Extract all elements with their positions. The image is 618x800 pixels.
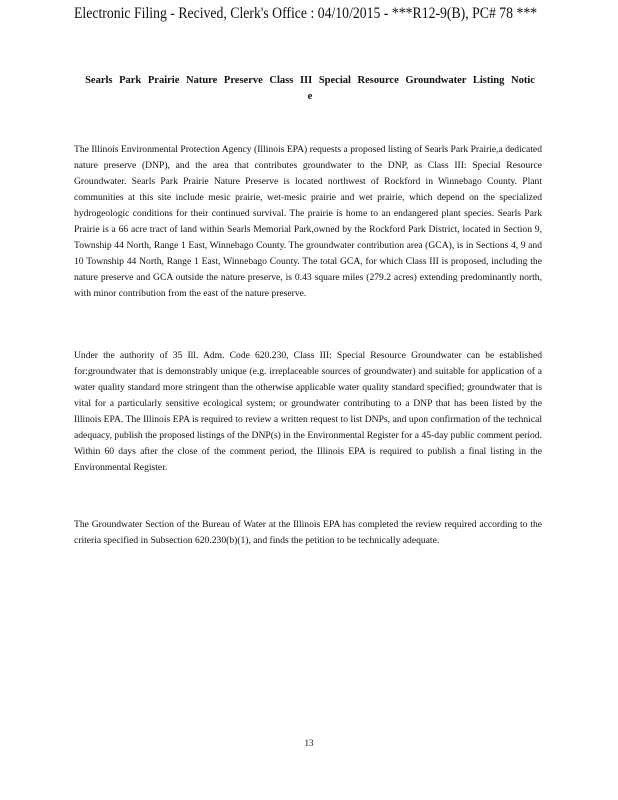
paragraph-listing-request: The Illinois Environmental Protection Agency (Illinois EPA) requests a proposed listing of Searls Park Prairie,a dedicated nature preserve (DNP), and the area that contributes groundwater to the DNP, as Class III: Special Resource Groundwater. Searls Park Prairie Nature Preserve is located northwest of Rockford in Winnebago County. Plant communities at this site include mesic prairie, wet-mesic prairie and wet prairie, which depend on the specialized hydrogeologic conditions for their continued survival. The prairie is home to an endangered plant species. Searls Park Prairie is a 66 acre tract of land within Searls Memorial Park,owned by the Rockford Park District, located in Section 9, Township 44 North, Range 1 East, Winnebago County. The groundwater contribution area (GCA), is in Sections 4, 9 and 10 Township 44 North, Range 1 East, Winnebago County. The total GCA, for which Class III is proposed, including the nature preserve and GCA outside the nature preserve, is 0.43 square miles (279.2 acres) extending predominantly north, with minor contribution from the east of the nature preserve. <box>74 144 542 299</box>
paragraph-review-result: The Groundwater Section of the Bureau of Water at the Illinois EPA has completed the review required according to the criteria specified in Subsection 620.230(b)(1), and finds the petition to be technically adequate. <box>74 519 542 546</box>
filing-header: Electronic Filing - Recived, Clerk's Office : 04/10/2015 - ***R12-9(B), PC# 78 *** <box>74 5 538 22</box>
page-number: 13 <box>304 738 314 748</box>
paragraph-authority: Under the authority of 35 Ill. Adm. Code 620.230, Class III: Special Resource Groundwater can be established for:groundwater that is demonstrably unique (e.g. irreplaceable sources of groundwater) and suitable for application of a water quality standard more stringent than the otherwise applicable water quality standard specified; groundwater that is vital for a particularly sensitive ecological system; or groundwater contributing to a DNP that has been listed by the Illinois EPA. The Illinois EPA is required to review a written request to list DNPs, and upon confirmation of the technical adequacy, publish the proposed listings of the DNP(s) in the Environmental Register for a 45-day public comment period. Within 60 days after the close of the comment period, the Illinois EPA is required to publish a final listing in the Environmental Register. <box>74 350 542 473</box>
document-title: Searls Park Prairie Nature Preserve Class III Special Resource Groundwater Listing Notic e <box>85 75 535 102</box>
